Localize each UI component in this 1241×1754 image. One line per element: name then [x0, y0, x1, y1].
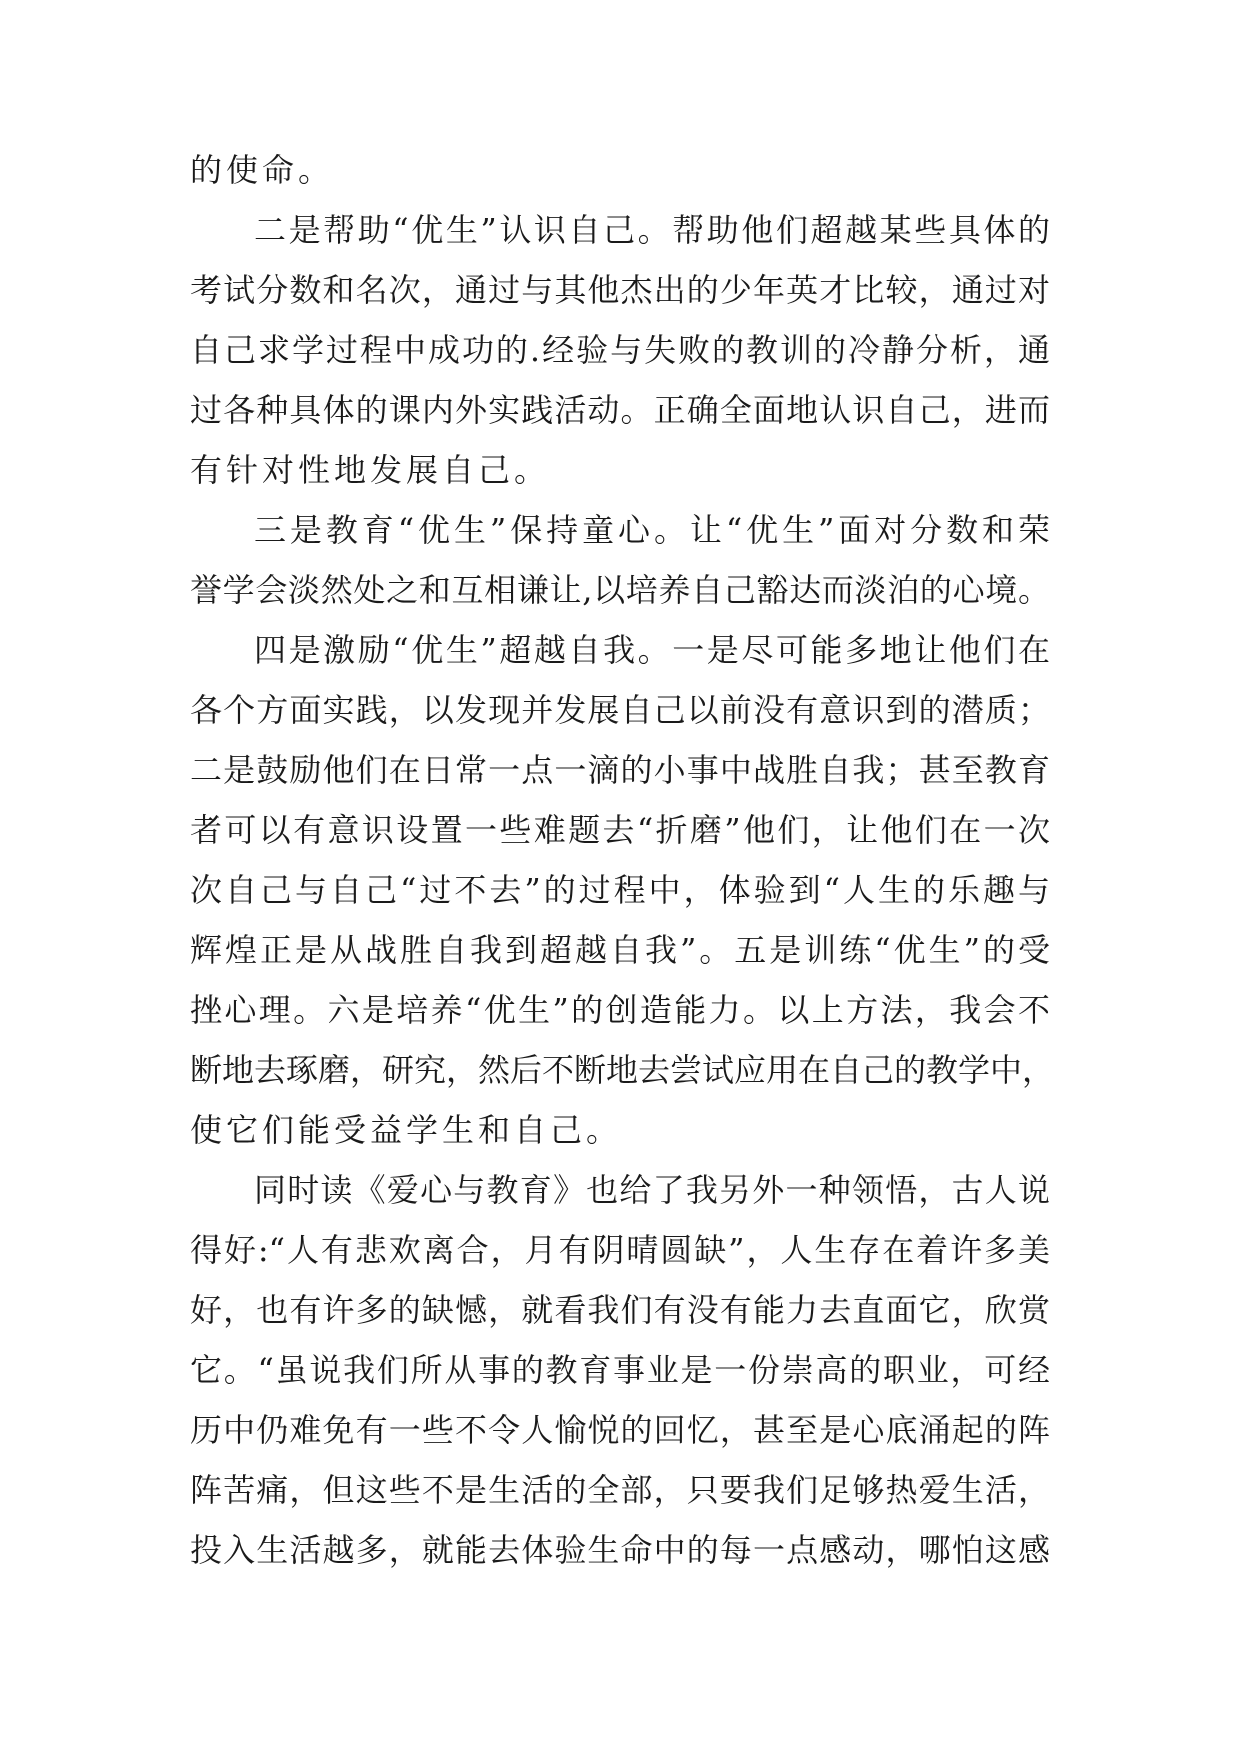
paragraph-start-line: 同时读《爱心与教育》也给了我另外一种领悟，古人说 [254, 1171, 1050, 1209]
text-line: 使它们能受益学生和自己。 [190, 1111, 623, 1149]
text-line: 二是鼓励他们在日常一点一滴的小事中战胜自我；甚至教育 [190, 751, 1050, 789]
text-line: 阵苦痛，但这些不是生活的全部，只要我们足够热爱生活， [190, 1471, 1050, 1509]
body-text [190, 140, 1055, 1580]
text-line: 誉学会淡然处之和互相谦让,以培养自己豁达而淡泊的心境。 [190, 571, 1050, 609]
text-line: 的使命。 [190, 151, 335, 189]
paragraph-start-line: 二是帮助“优生”认识自己。帮助他们超越某些具体的 [254, 211, 1050, 249]
text-line: 自己求学过程中成功的.经验与失败的教训的冷静分析，通 [190, 331, 1050, 369]
text-line: 好，也有许多的缺憾，就看我们有没有能力去直面它，欣赏 [190, 1291, 1050, 1329]
text-line: 过各种具体的课内外实践活动。正确全面地认识自己，进而 [190, 391, 1050, 429]
text-line: 得好:“人有悲欢离合，月有阴晴圆缺”，人生存在着许多美 [190, 1231, 1050, 1269]
text-line: 挫心理。六是培养“优生”的创造能力。以上方法，我会不 [190, 991, 1050, 1029]
text-line: 投入生活越多，就能去体验生命中的每一点感动，哪怕这感 [190, 1531, 1050, 1569]
text-line: 有针对性地发展自己。 [190, 451, 551, 489]
paragraph-start-line: 三是教育“优生”保持童心。让“优生”面对分数和荣 [254, 511, 1050, 549]
text-line: 历中仍难免有一些不令人愉悦的回忆，甚至是心底涌起的阵 [190, 1411, 1050, 1449]
text-line: 次自己与自己“过不去”的过程中，体验到“人生的乐趣与 [190, 871, 1050, 909]
paragraph-start-line: 四是激励“优生”超越自我。一是尽可能多地让他们在 [254, 631, 1050, 669]
text-line: 者可以有意识设置一些难题去“折磨”他们，让他们在一次 [190, 811, 1050, 849]
text-line: 考试分数和名次，通过与其他杰出的少年英才比较，通过对 [190, 271, 1050, 309]
text-line: 辉煌正是从战胜自我到超越自我”。五是训练“优生”的受 [190, 931, 1050, 969]
text-line: 它。“虽说我们所从事的教育事业是一份崇高的职业，可经 [190, 1351, 1050, 1389]
text-line: 各个方面实践，以发现并发展自己以前没有意识到的潜质； [190, 691, 1050, 729]
text-line: 断地去琢磨，研究，然后不断地去尝试应用在自己的教学中， [190, 1051, 1055, 1089]
